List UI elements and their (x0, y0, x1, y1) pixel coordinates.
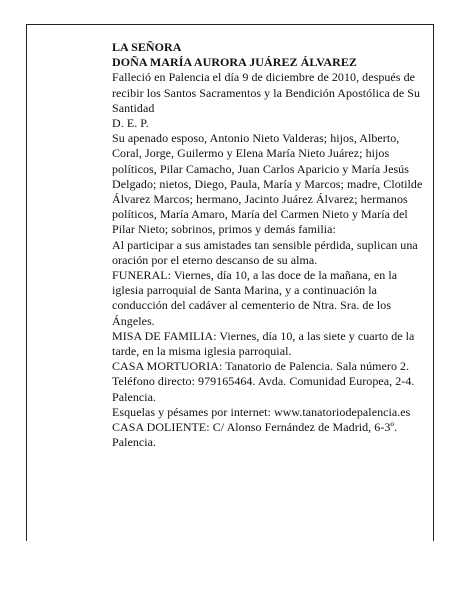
obituary-notice (112, 40, 424, 450)
rip-line: D. E. P. (112, 116, 149, 131)
internet-paragraph: Esquelas y pésames por internet: www.tanatoriodepalencia.es (112, 404, 411, 419)
heading-title: LA SEÑORA (112, 40, 182, 54)
prayer-paragraph: Al participar a sus amistades tan sensible pérdida, suplican una oración por el eterno descanso de su alma. (112, 237, 418, 267)
mortuary-paragraph: CASA MORTUORIA: Tanatorio de Palencia. Sala número 2. Teléfono directo: 979165464. Avda. Comunidad Europea, 2-4. Palencia. (112, 359, 415, 404)
grieving-home-paragraph: CASA DOLIENTE: C/ Alonso Fernández de Madrid, 6-3º. Palencia. (112, 420, 398, 450)
family-paragraph: Su apenado esposo, Antonio Nieto Valderas; hijos, Alberto, Coral, Jorge, Guilermo y Elena María Nieto Juárez; hijos políticos, Pilar Camacho, Juan Carlos Aparicio y María Jesús Delgado; nietos, Diego, Paula, María y Marcos; madre, Clotilde Álvarez Marcos; hermano, Jacinto Juárez Álvarez; hermanos políticos, María Amaro, María del Carmen Nieto y María del Pilar Nieto; sobrinos, primos y demás familia: (112, 131, 423, 237)
family-mass-paragraph: MISA DE FAMILIA: Viernes, día 10, a las siete y cuarto de la tarde, en la misma iglesia parroquial. (112, 328, 415, 359)
death-paragraph: Falleció en Palencia el día 9 de diciembre de 2010, después de recibir los Santos Sacramentos y la Bendición Apostólica de Su Santidad (112, 70, 421, 115)
heading-name: DOÑA MARÍA AURORA JUÁREZ ÁLVAREZ (112, 55, 357, 70)
funeral-paragraph: FUNERAL: Viernes, día 10, a las doce de la mañana, en la iglesia parroquial de Santa Marina, y a continuación la conducción del cadáver al cementerio de Ntra. Sra. de los Ángeles. (112, 268, 398, 328)
